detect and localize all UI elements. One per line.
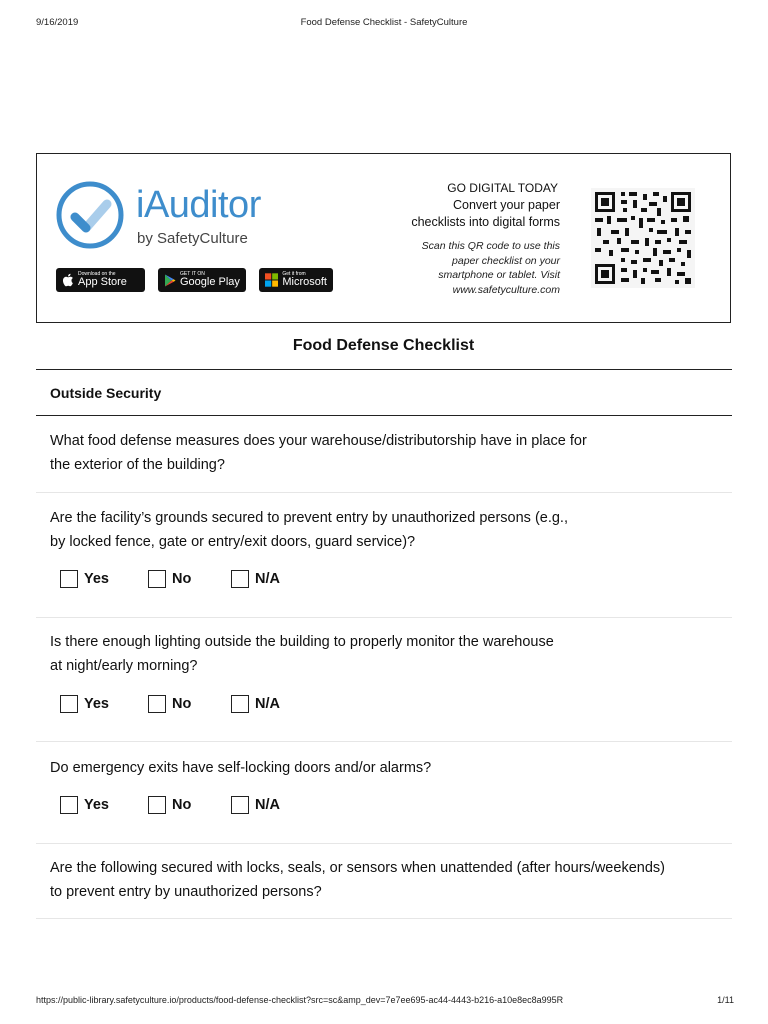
question-divider xyxy=(36,617,732,618)
answer-options xyxy=(60,695,280,713)
option-no[interactable] xyxy=(148,796,231,814)
question-line: Do emergency exits have self-locking doors and/or alarms? xyxy=(50,760,432,776)
question-line: Is there enough lighting outside the building to properly monitor the warehouse xyxy=(50,634,554,650)
promo-scan-line: www.safetyculture.com xyxy=(452,283,560,296)
app-store-badge[interactable] xyxy=(56,268,145,292)
qr-code[interactable] xyxy=(591,188,695,288)
question-text xyxy=(50,506,568,554)
footer-url: https://public-library.safetyculture.io/products/food-defense-checklist?src=sc&amp_dev=7e7ee695-ac44-4443-b216-a10e8ec8a995R xyxy=(36,995,564,1005)
checkbox[interactable] xyxy=(231,695,249,713)
question-line: at night/early morning? xyxy=(50,658,198,674)
print-date: 9/16/2019 xyxy=(36,17,79,28)
question-divider xyxy=(36,843,732,844)
question-line: Are the following secured with locks, seals, or sensors when unattended (after hours/weekends) xyxy=(50,860,665,876)
question-divider xyxy=(36,918,732,919)
question-line: the exterior of the building? xyxy=(50,457,225,473)
option-yes[interactable] xyxy=(60,695,148,713)
promo-headline: GO DIGITAL TODAY xyxy=(447,181,558,195)
microsoft-store-badge[interactable] xyxy=(259,268,333,292)
section-title: Outside Security xyxy=(50,385,162,401)
section-divider xyxy=(36,415,732,416)
option-na[interactable] xyxy=(231,570,280,588)
promo-subtext-line: checklists into digital forms xyxy=(411,215,560,229)
option-no[interactable] xyxy=(148,695,231,713)
question-divider xyxy=(36,741,732,742)
promo-subtext-line: Convert your paper xyxy=(452,198,560,212)
option-label: Yes xyxy=(84,696,109,712)
question-line: Are the facility’s grounds secured to prevent entry by unauthorized persons (e.g., xyxy=(50,510,568,526)
iauditor-banner xyxy=(36,153,731,323)
google-play-label: Google Play xyxy=(180,276,240,288)
page-number: 1/11 xyxy=(717,995,734,1005)
print-title: Food Defense Checklist - SafetyCulture xyxy=(300,17,468,28)
option-label: No xyxy=(172,696,192,712)
brand-name: iAuditor xyxy=(136,184,261,226)
app-store-small-label: Download on the xyxy=(78,271,116,277)
option-label: N/A xyxy=(255,696,280,712)
checkbox[interactable] xyxy=(148,570,166,588)
brand-byline: by SafetyCulture xyxy=(137,230,248,247)
option-label: N/A xyxy=(255,571,280,587)
promo-scan-line: Scan this QR code to use this xyxy=(421,240,560,252)
option-na[interactable] xyxy=(231,796,280,814)
checkbox[interactable] xyxy=(60,695,78,713)
google-play-small-label: GET IT ON xyxy=(180,271,205,277)
option-na[interactable] xyxy=(231,695,280,713)
option-label: Yes xyxy=(84,797,109,813)
go-digital-promo xyxy=(330,180,560,297)
question-divider xyxy=(36,492,732,493)
checkbox[interactable] xyxy=(231,796,249,814)
option-label: No xyxy=(172,571,192,587)
question-text xyxy=(50,856,665,904)
microsoft-icon xyxy=(265,273,278,287)
checkbox[interactable] xyxy=(148,796,166,814)
promo-scan-line: smartphone or tablet. Visit xyxy=(438,269,560,281)
answer-options xyxy=(60,570,280,588)
question-text xyxy=(50,630,554,678)
app-store-label: App Store xyxy=(78,276,127,288)
microsoft-label: Microsoft xyxy=(282,276,327,288)
question-line: by locked fence, gate or entry/exit doors, guard service)? xyxy=(50,534,416,550)
title-divider xyxy=(36,369,732,370)
microsoft-small-label: Get it from xyxy=(282,271,306,277)
question-line: to prevent entry by unauthorized persons? xyxy=(50,884,322,900)
option-yes[interactable] xyxy=(60,796,148,814)
apple-icon xyxy=(62,273,74,287)
iauditor-check-icon xyxy=(55,180,125,250)
question-line: What food defense measures does your warehouse/distributorship have in place for xyxy=(50,433,587,449)
google-play-badge[interactable] xyxy=(158,268,246,292)
checkbox[interactable] xyxy=(148,695,166,713)
question-text xyxy=(50,756,431,780)
answer-options xyxy=(60,796,280,814)
option-yes[interactable] xyxy=(60,570,148,588)
google-play-icon xyxy=(164,274,176,287)
checkbox[interactable] xyxy=(60,796,78,814)
option-label: No xyxy=(172,797,192,813)
checkbox[interactable] xyxy=(60,570,78,588)
question-text xyxy=(50,429,587,477)
option-no[interactable] xyxy=(148,570,231,588)
option-label: Yes xyxy=(84,571,109,587)
option-label: N/A xyxy=(255,797,280,813)
promo-scan-line: paper checklist on your xyxy=(452,254,560,267)
checkbox[interactable] xyxy=(231,570,249,588)
document-title: Food Defense Checklist xyxy=(292,337,475,354)
